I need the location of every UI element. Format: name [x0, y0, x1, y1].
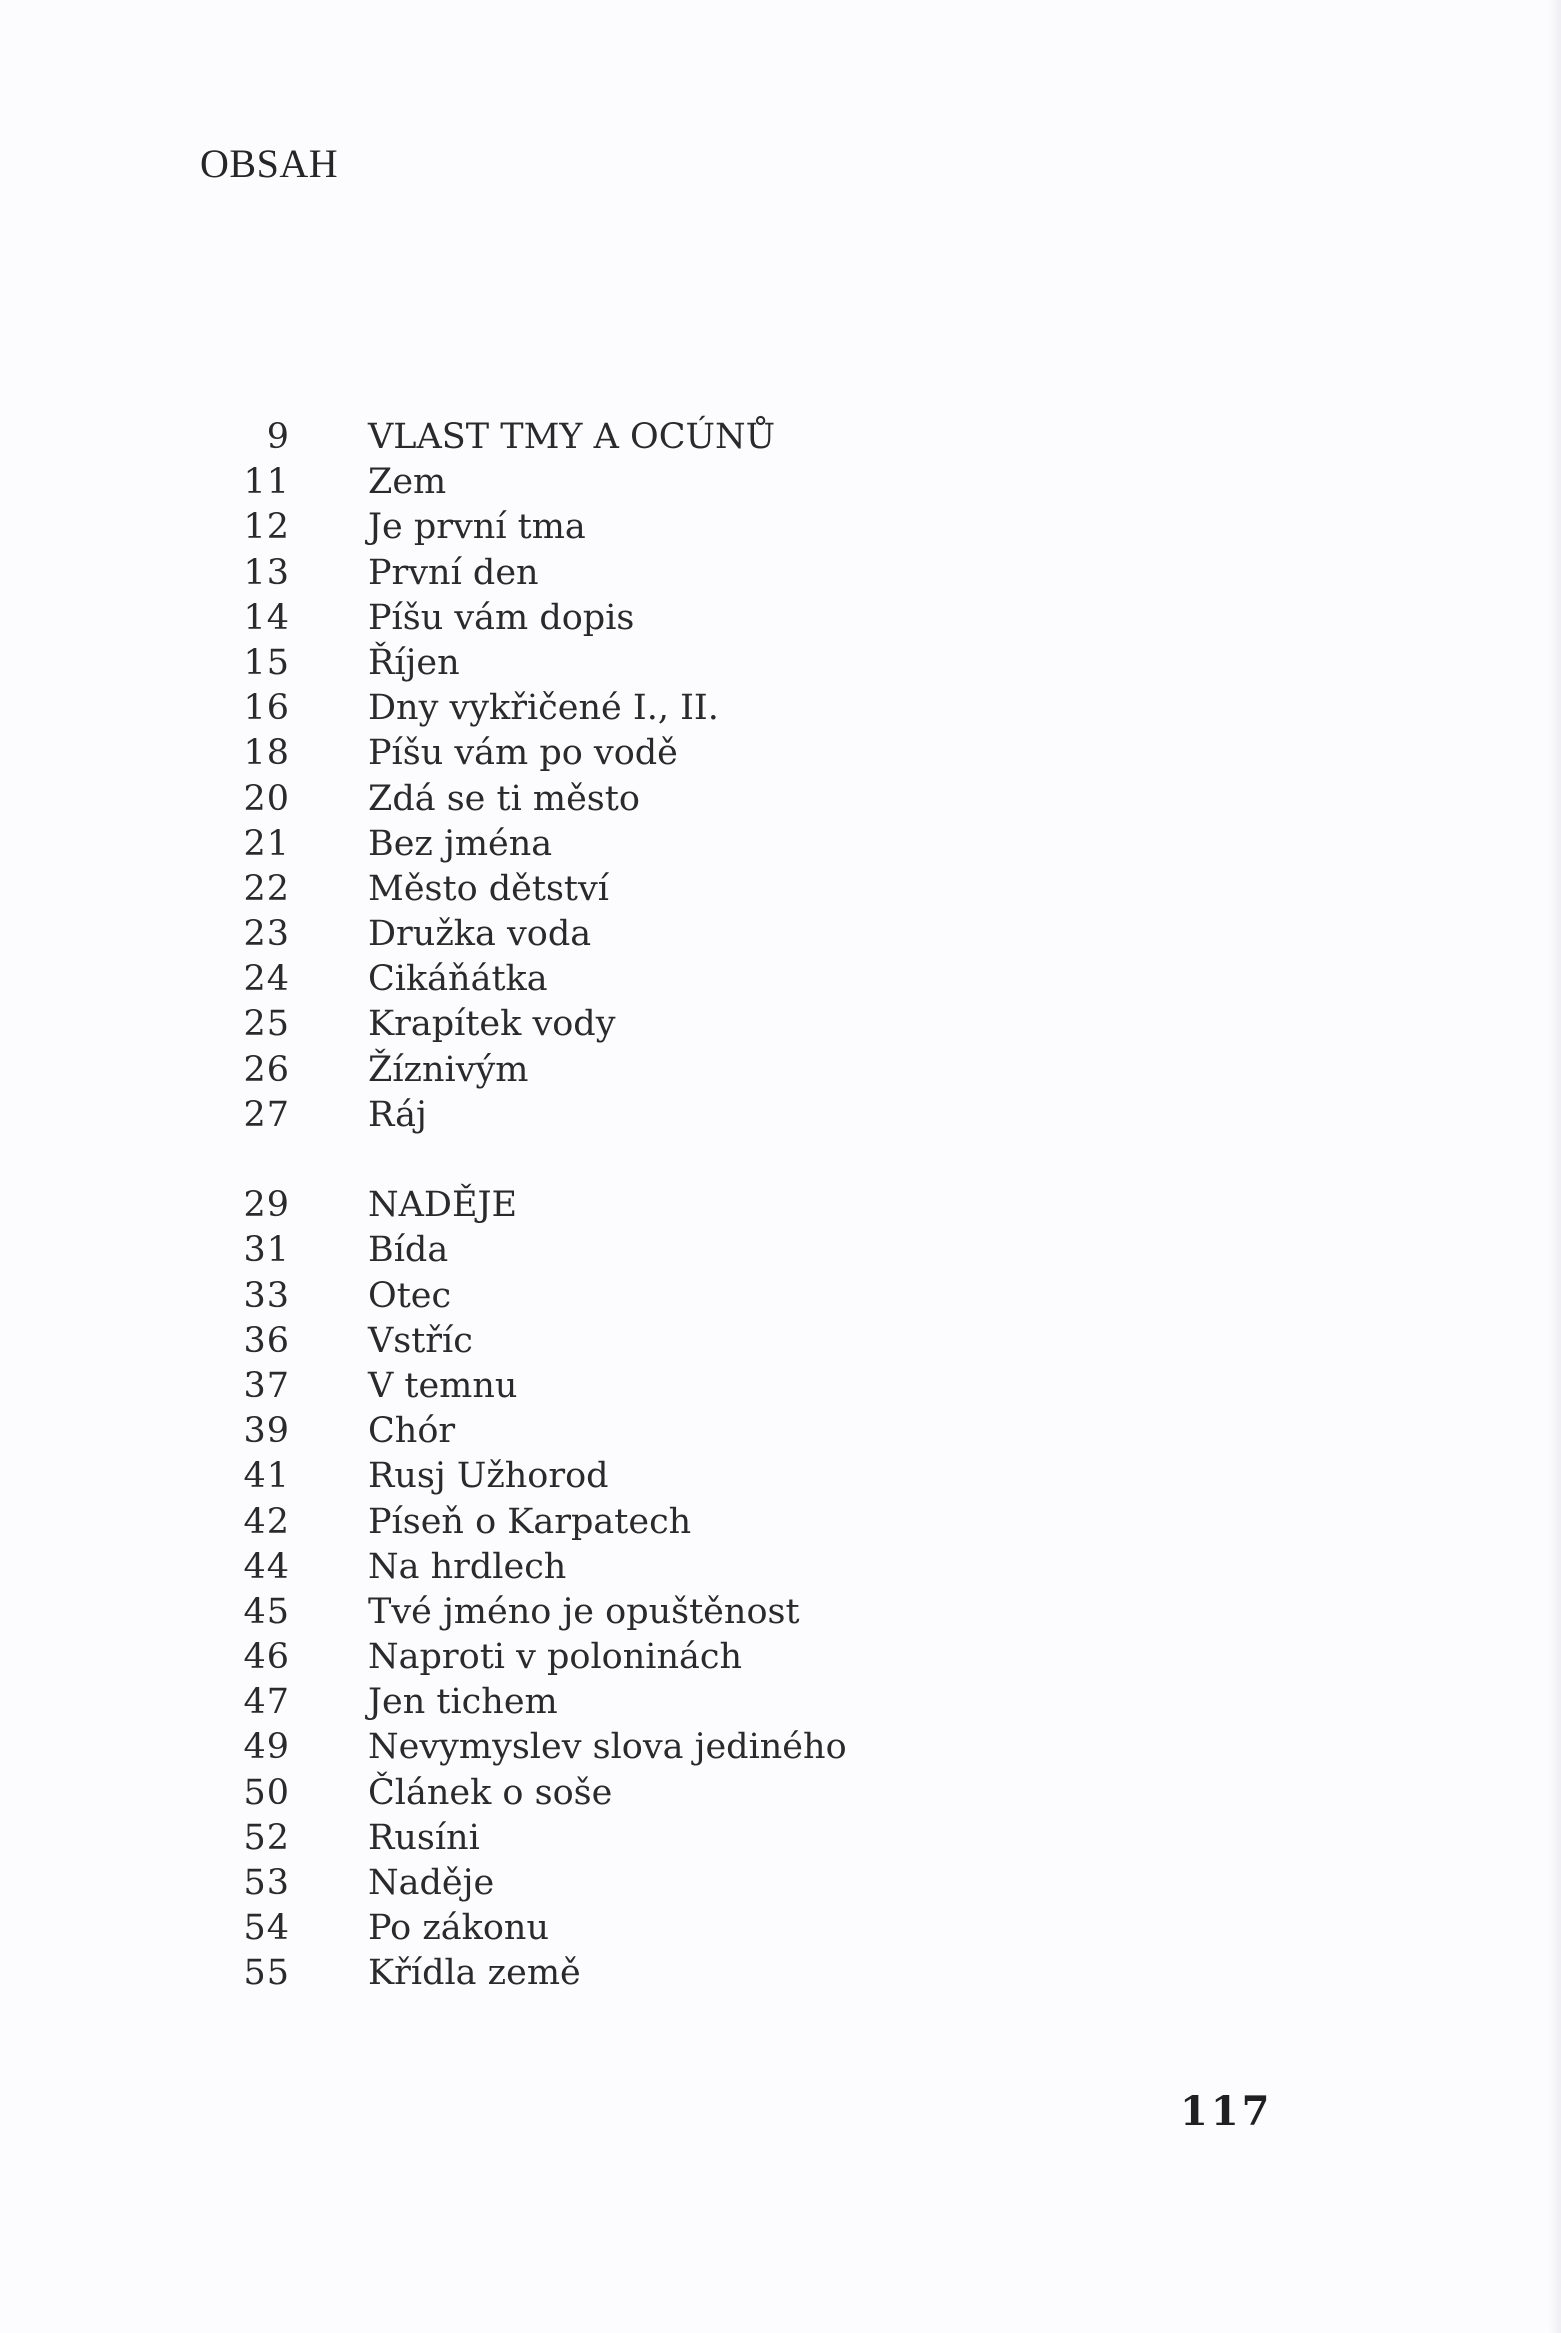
toc-entry [200, 686, 847, 731]
toc-entry [200, 1500, 847, 1545]
toc-entry-title: Píseň o Karpatech [368, 1501, 692, 1542]
toc-entry [200, 1951, 847, 1996]
toc-page-number: 42 [243, 1501, 290, 1542]
toc-page-number: 20 [243, 778, 290, 819]
toc-page-number: 39 [243, 1411, 290, 1452]
toc-entry [200, 1002, 847, 1047]
toc-entry-title: Naproti v poloninách [368, 1637, 743, 1678]
toc-section-title: VLAST TMY A OCÚNŮ [368, 417, 776, 457]
toc-entry [200, 1048, 847, 1093]
toc-entry [200, 1093, 847, 1138]
toc-page-number: 47 [243, 1682, 290, 1723]
section-gap [200, 1138, 847, 1183]
toc-entry [200, 1816, 847, 1861]
toc-entry-title: První den [368, 552, 539, 593]
toc-section-vlast-tmy [200, 415, 847, 1138]
toc-entry-title: Krapítek vody [368, 1004, 616, 1045]
toc-entry-title: Rusj Užhorod [368, 1456, 609, 1497]
toc-page-number: 16 [243, 688, 290, 729]
toc-page-number: 15 [243, 642, 290, 683]
toc-entry-title: Cikáňátka [368, 959, 548, 1000]
toc-page-number: 46 [243, 1637, 290, 1678]
toc-section-title: NADĚJE [368, 1185, 518, 1226]
toc-page-number: 41 [243, 1456, 290, 1497]
toc-page-number: 24 [243, 959, 290, 1000]
toc-page-number: 13 [243, 552, 290, 593]
toc-entry [200, 822, 847, 867]
toc-page-number: 25 [243, 1004, 290, 1045]
toc-entry-title: Město dětství [368, 868, 609, 909]
table-of-contents [200, 415, 847, 1997]
toc-entry [200, 415, 847, 460]
toc-entry [200, 1635, 847, 1680]
toc-entry-title: Otec [368, 1275, 452, 1316]
toc-entry [200, 777, 847, 822]
toc-page-number: 18 [243, 733, 290, 774]
toc-entry-title: V temnu [368, 1365, 518, 1406]
toc-entry-title: Chór [368, 1411, 456, 1452]
toc-entry [200, 1409, 847, 1454]
toc-entry-title: Bez jména [368, 823, 553, 864]
toc-page-number: 36 [243, 1320, 290, 1361]
toc-page-number: 9 [266, 417, 290, 457]
toc-entry-title: Křídla země [368, 1953, 581, 1994]
toc-page-number: 14 [243, 597, 290, 638]
toc-entry [200, 1861, 847, 1906]
toc-entry [200, 1725, 847, 1770]
toc-page-number: 54 [243, 1908, 290, 1949]
toc-entry-title: Zem [368, 462, 447, 503]
toc-entry [200, 1364, 847, 1409]
toc-entry [200, 1274, 847, 1319]
toc-entry-title: Na hrdlech [368, 1546, 567, 1587]
toc-page-number: 49 [243, 1727, 290, 1768]
page-number: 117 [1180, 2088, 1273, 2135]
toc-entry-title: Po zákonu [368, 1908, 549, 1949]
toc-page-number: 44 [243, 1546, 290, 1587]
toc-entry [200, 912, 847, 957]
toc-page-number: 45 [243, 1591, 290, 1632]
toc-entry-title: Článek o soše [368, 1772, 613, 1813]
toc-entry [200, 551, 847, 596]
toc-entry [200, 957, 847, 1002]
toc-page-number: 21 [243, 823, 290, 864]
toc-entry-title: Naděje [368, 1863, 495, 1903]
toc-entry-title: Ráj [368, 1094, 427, 1135]
toc-page-number: 53 [243, 1863, 290, 1903]
toc-entry [200, 867, 847, 912]
toc-entry [200, 460, 847, 505]
toc-page-number: 33 [243, 1275, 290, 1316]
toc-entry [200, 641, 847, 686]
toc-page-number: 50 [243, 1772, 290, 1813]
toc-entry [200, 1545, 847, 1590]
toc-entry-title: Píšu vám dopis [368, 597, 635, 638]
toc-entry-title: Rusíni [368, 1817, 480, 1858]
toc-entry [200, 1228, 847, 1273]
toc-entry-title: Dny vykřičené I., II. [368, 688, 719, 729]
toc-page-number: 31 [243, 1230, 290, 1271]
toc-entry-title: Říjen [368, 642, 460, 683]
toc-page-number: 52 [243, 1817, 290, 1858]
toc-entry-title: Zdá se ti město [368, 778, 640, 819]
toc-entry-title: Družka voda [368, 914, 592, 955]
toc-entry-title: Tvé jméno je opuštěnost [368, 1591, 800, 1632]
toc-entry-title: Je první tma [368, 507, 586, 548]
toc-page-number: 29 [243, 1185, 290, 1226]
page-title: OBSAH [200, 141, 339, 186]
toc-page-number: 12 [243, 507, 290, 548]
toc-entry-title: Žíznivým [368, 1049, 529, 1090]
toc-page-number: 55 [243, 1953, 290, 1994]
toc-section-nadeje [200, 1183, 847, 1996]
toc-entry [200, 1771, 847, 1816]
toc-entry [200, 1183, 847, 1228]
toc-page-number: 37 [243, 1365, 290, 1406]
toc-entry [200, 1680, 847, 1725]
toc-entry [200, 505, 847, 550]
toc-entry-title: Vstříc [368, 1320, 473, 1361]
toc-page-number: 22 [243, 868, 290, 909]
toc-entry [200, 1906, 847, 1951]
toc-entry-title: Jen tichem [368, 1682, 558, 1723]
toc-page-number: 11 [243, 462, 290, 503]
toc-entry [200, 1590, 847, 1635]
page-edge-shadow [1549, 0, 1561, 2333]
toc-page-number: 27 [243, 1094, 290, 1135]
toc-entry-title: Nevymyslev slova jediného [368, 1727, 847, 1768]
toc-entry [200, 731, 847, 776]
toc-entry [200, 1454, 847, 1499]
toc-page-number: 26 [243, 1049, 290, 1090]
toc-entry [200, 1319, 847, 1364]
toc-entry-title: Bída [368, 1230, 449, 1271]
toc-page-number: 23 [243, 914, 290, 955]
toc-entry-title: Píšu vám po vodě [368, 733, 678, 774]
toc-entry [200, 596, 847, 641]
